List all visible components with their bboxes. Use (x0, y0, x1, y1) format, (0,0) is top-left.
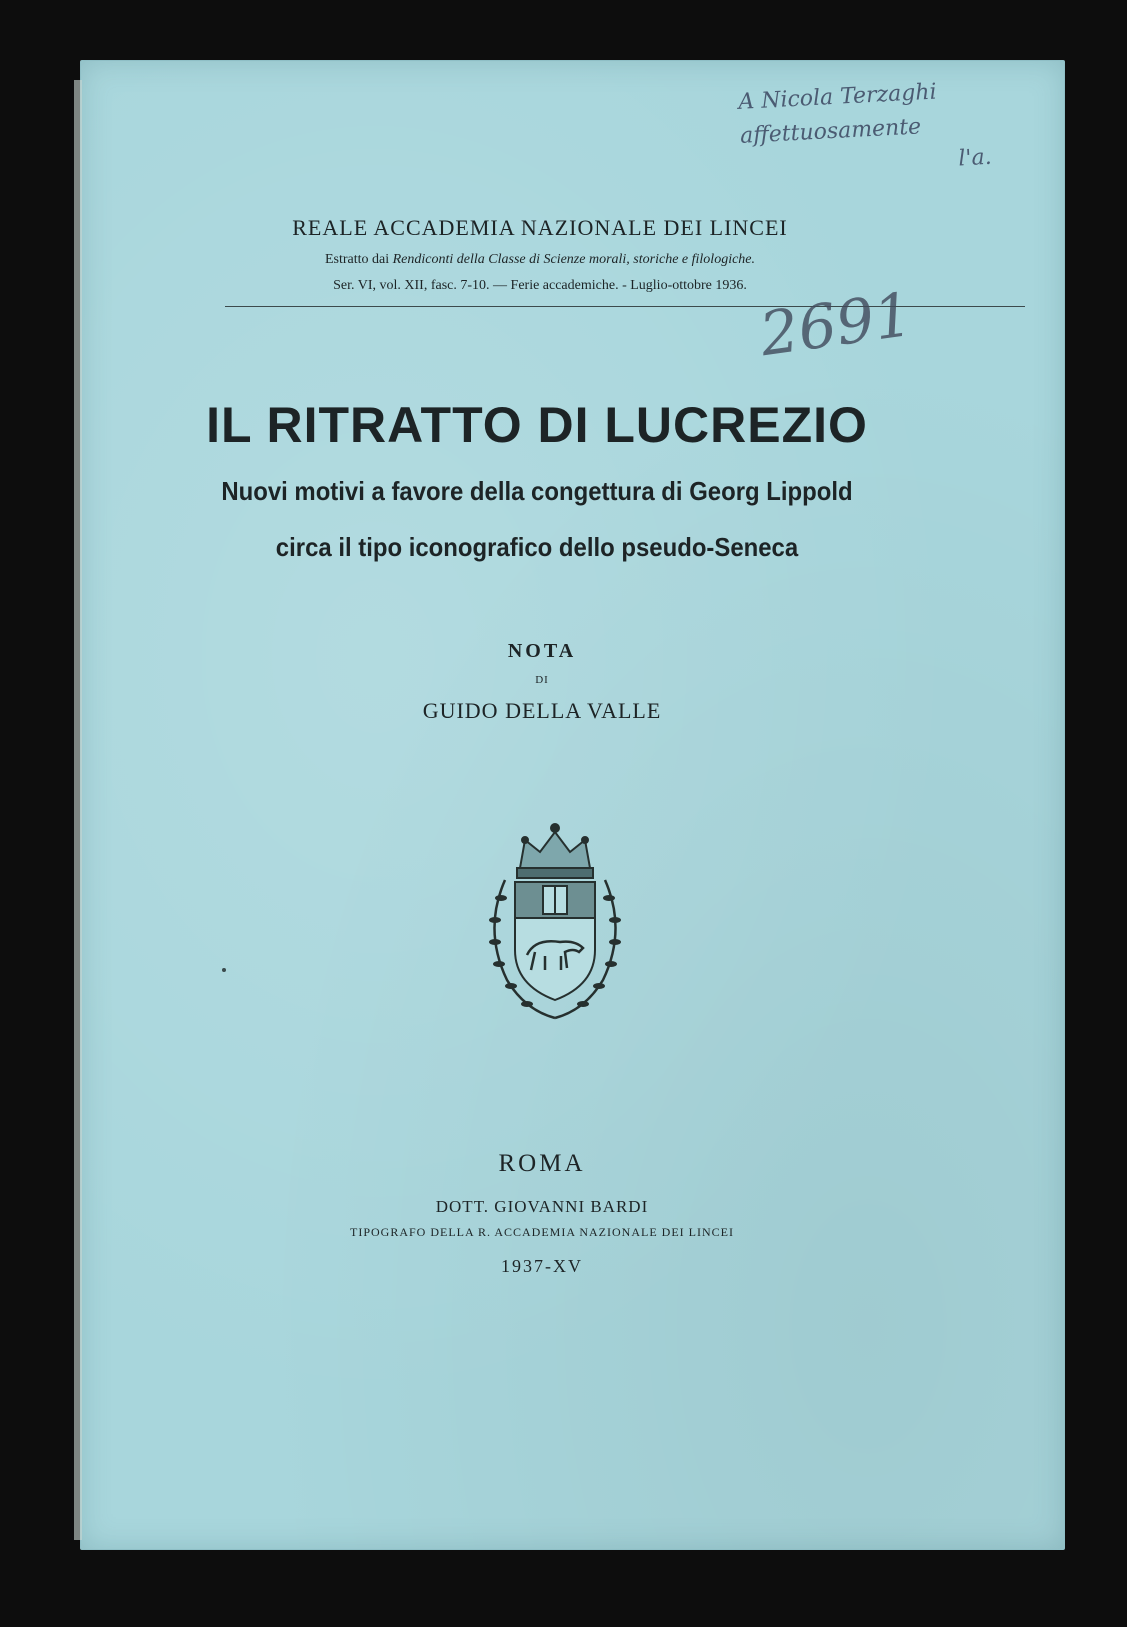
handwritten-shelfmark: 2691 (755, 279, 917, 371)
subtitle-line-2: circa il tipo iconografico dello pseudo-Seneca (275, 532, 799, 562)
series-line: Ser. VI, vol. XII, fasc. 7-10. — Ferie accademiche. - Luglio-ottobre 1936. (333, 278, 747, 293)
estratto-journal: Rendiconti della Classe di Scienze morali, storiche e filologiche. (392, 252, 756, 267)
crest-icon (465, 820, 645, 1030)
author-name: GUIDO DELLA VALLE (422, 698, 662, 723)
di-label: DI (535, 674, 549, 686)
dedication-line-2: affettuosamente (739, 114, 922, 149)
dedication-line-1: A Nicola Terzaghi (737, 79, 938, 115)
publication-year: 1937-XV (501, 1256, 583, 1276)
dedication-line-3: l'a. (957, 144, 993, 172)
printer-name: DOTT. GIOVANNI BARDI (435, 1197, 649, 1216)
main-title: IL RITRATTO DI LUCREZIO (206, 397, 868, 453)
estratto-prefix: Estratto dai (324, 252, 393, 267)
paper-speck (222, 968, 226, 972)
nota-label: NOTA (507, 640, 577, 662)
academy-name: REALE ACCADEMIA NAZIONALE DEI LINCEI (292, 215, 788, 240)
city: ROMA (498, 1150, 586, 1177)
estratto-line (0, 252, 1080, 268)
handwritten-dedication (738, 70, 1043, 188)
subtitle-line-1: Nuovi motivi a favore della congettura di Georg Lippold (221, 476, 853, 506)
printer-description: TIPOGRAFO DELLA R. ACCADEMIA NAZIONALE DEI LINCEI (350, 1225, 734, 1239)
